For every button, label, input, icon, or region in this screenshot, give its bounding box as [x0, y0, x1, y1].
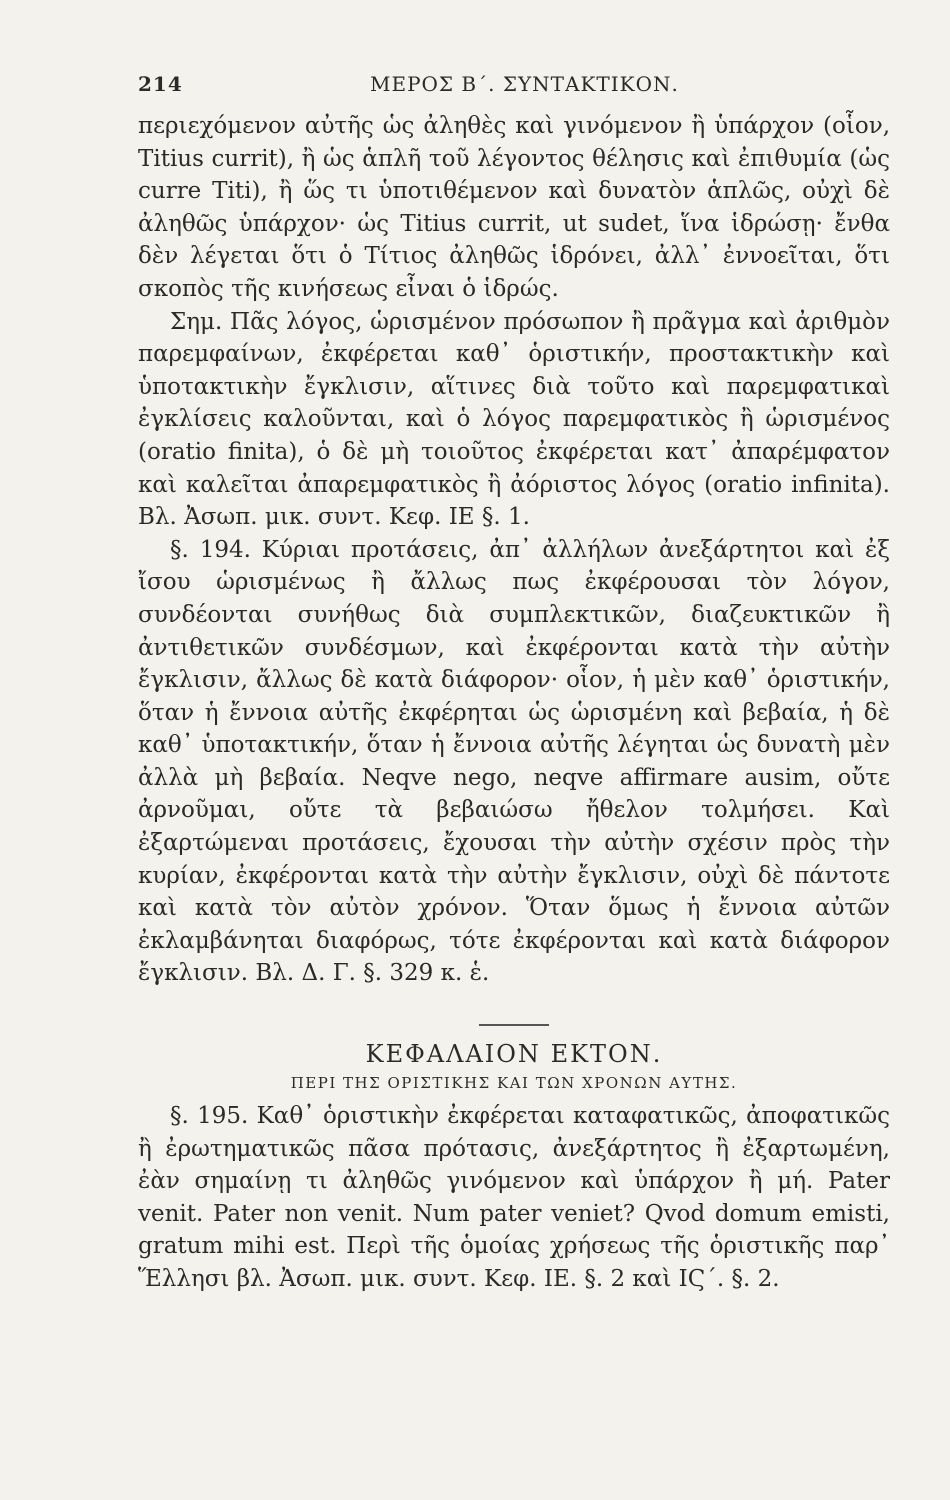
page-number: 214	[138, 72, 183, 96]
running-title: ΜΕΡΟΣ Β΄. ΣΥΝΤΑΚΤΙΚΟΝ.	[370, 72, 679, 96]
paragraph-section-195: §. 195. Καθ᾽ ὁριστικὴν ἐκφέρεται καταφατικῶς, ἀποφατικῶς ἢ ἐρωτηματικῶς πᾶσα πρότασις, ἀνεξάρτητος ἢ ἐξαρτωμένη, ἐὰν σημαίνῃ τι ἀληθῶς γινόμενον καὶ ὑπάρχον ἢ μή. Pater venit. Pater non venit. Num pater veniet? Qvod domum emisti, gratum mihi est. Περὶ τῆς ὁμοίας χρήσεως τῆς ὁριστικῆς παρ᾽ Ἕλλησι βλ. Ἀσωπ. μικ. συντ. Κεφ. ΙΕ. §. 2 καὶ ΙϚ΄. §. 2.	[138, 1103, 890, 1292]
paragraph-section-194: §. 194. Κύριαι προτάσεις, ἀπ᾽ ἀλλήλων ἀνεξάρτητοι καὶ ἐξ ἴσου ὡρισμένως ἢ ἄλλως πως ἐκφέρουσαι τὸν λόγον, συνδέονται συνήθως διὰ συμπλεκτικῶν, διαζευκτικῶν ἢ ἀντιθετικῶν συνδέσμων, καὶ ἐκφέρονται κατὰ τὴν αὐτὴν ἔγκλισιν, ἄλλως δὲ κατὰ διάφορον· οἷον, ἡ μὲν καθ᾽ ὁριστικήν, ὅταν ἡ ἔννοια αὐτῆς ἐκφέρηται ὡς ὡρισμένη καὶ βεβαία, ἡ δὲ καθ᾽ ὑποτακτικήν, ὅταν ἡ ἔννοια αὐτῆς λέγηται ὡς δυνατὴ μὲν ἀλλὰ μὴ βεβαία. Neqve nego, neqve affirmare ausim, οὔτε ἀρνοῦμαι, οὔτε τὰ βεβαιώσω ἤθελον τολμήσει. Καὶ ἐξαρτώμεναι προτάσεις, ἔχουσαι τὴν αὐτὴν σχέσιν πρὸς τὴν κυρίαν, ἐκφέρονται κατὰ τὴν αὐτὴν ἔγκλισιν, οὐχὶ δὲ πάντοτε καὶ κατὰ τὸν αὐτὸν χρόνον. Ὅταν ὅμως ἡ ἔννοια αὐτῶν ἐκλαμβάνηται διαφόρως, τότε ἐκφέρονται καὶ κατὰ διάφορον ἔγκλισιν. Βλ. Δ. Γ. §. 329 κ. ἑ.	[138, 536, 890, 987]
paragraph-continuation: περιεχόμενον αὐτῆς ὡς ἀληθὲς καὶ γινόμενον ἢ ὑπάρχον (οἷον, Titius currit), ἢ ὡς ἁπλῆ τοῦ λέγοντος θέλησις καὶ ἐπιθυμία (ὡς curre Titi), ἢ ὥς τι ὑποτιθέμενον καὶ δυνατὸν ἁπλῶς, οὐχὶ δὲ ἀληθῶς ὑπάρχον· ὡς Titius currit, ut sudet, ἵνα ἱδρώσῃ· ἔνθα δὲν λέγεται ὅτι ὁ Τίτιος ἀληθῶς ἱδρόνει, ἀλλ᾽ ἐννοεῖται, ὅτι σκοπὸς τῆς κινήσεως εἶναι ὁ ἱδρώς.	[138, 113, 890, 302]
chapter-subtitle: ΠΕΡΙ ΤΗΣ ΟΡΙΣΤΙΚΗΣ ΚΑΙ ΤΩΝ ΧΡΟΝΩΝ ΑΥΤΗΣ.	[290, 1074, 738, 1093]
running-head	[138, 72, 890, 96]
paragraph-note: Σημ. Πᾶς λόγος, ὡρισμένον πρόσωπον ἢ πρᾶγμα καὶ ἀριθμὸν παρεμφαίνων, ἐκφέρεται καθ᾽ ὁριστικήν, προστακτικὴν καὶ ὑποτακτικὴν ἔγκλισιν, αἵτινες διὰ τοῦτο καὶ παρεμφατικαὶ ἐγκλίσεις καλοῦνται, καὶ ὁ λόγος παρεμφατικὸς ἢ ὡρισμένος (oratio finita), ὁ δὲ μὴ τοιοῦτος ἐκφέρεται κατ᾽ ἀπαρέμφατον καὶ καλεῖται ἀπαρεμφατικὸς ἢ ἀόριστος λόγος (oratio infinita). Βλ. Ἀσωπ. μικ. συντ. Κεφ. ΙΕ §. 1.	[138, 308, 890, 531]
chapter-title: ΚΕΦΑΛΑΙΟΝ ΕΚΤΟΝ.	[365, 1040, 663, 1069]
ornamental-divider	[138, 1014, 890, 1022]
